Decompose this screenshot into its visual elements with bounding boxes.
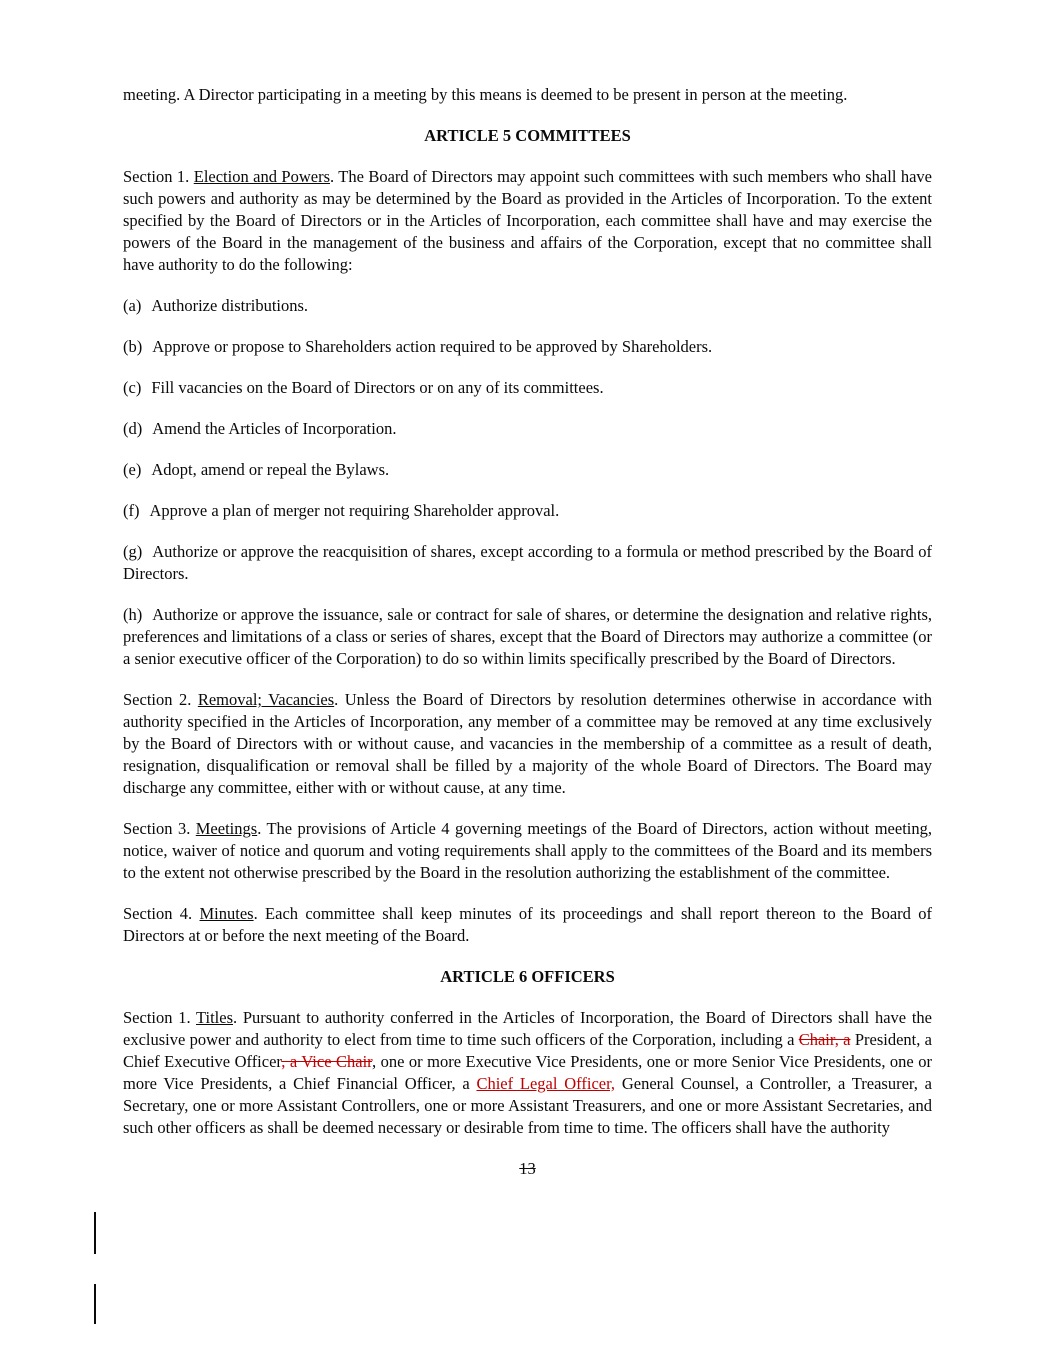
article6-heading: ARTICLE 6 OFFICERS (440, 967, 615, 986)
list-item-f (123, 500, 932, 522)
list-item-text: Authorize or approve the reacquisition of shares, except according to a formula or method prescribed by the Board of Directors. (123, 542, 932, 583)
article5-section2-paragraph (123, 689, 932, 799)
list-item-text: Approve or propose to Shareholders action required to be approved by Shareholders. (152, 337, 713, 356)
text-run: . The provisions of Article 4 governing meetings of the Board of Directors, action without meeting, notice, waiver of notice and quorum and voting requirements shall apply to the committees of the Board and its members to the extent not otherwise prescribed by the Board in the resolution authorizing the establishment of the committee. (123, 819, 932, 882)
text-run: . Pursuant to authority conferred in the Articles of Incorporation, the Board of Directors shall have the exclusive power and authority to elect from time to time such officers of the Corporation, including a (123, 1008, 932, 1049)
list-item-d (123, 418, 932, 440)
inserted-text: Chief Legal Officer, (476, 1074, 616, 1093)
underlined-text: Titles (196, 1008, 233, 1027)
article5-section3-paragraph (123, 818, 932, 884)
article5-section4-paragraph (123, 903, 932, 947)
list-item-text: Fill vacancies on the Board of Directors or on any of its committees. (151, 378, 604, 397)
list-item-label: (g) (123, 542, 143, 561)
list-item-label: (a) (123, 296, 142, 315)
text-run: General Counsel, a Controller, a Treasurer, a Secretary, one or more Assistant Controllers, one or more Assistant Treasurers, and one or more Assistant Secretaries, and such other officers as shall be deemed necessary or desirable from time to time. The officers shall have the authority (123, 1074, 932, 1137)
text-run: Section 4. (123, 904, 200, 923)
deleted-text: Chair, a (798, 1030, 851, 1049)
deleted-text: , a Vice Chair (281, 1052, 372, 1071)
text-run: President, a Chief Executive Officer (123, 1030, 933, 1071)
page-number-text: 13 (519, 1159, 536, 1178)
list-item-label: (e) (123, 460, 142, 479)
underlined-text: Minutes (199, 904, 254, 923)
text-run: Section 3. (123, 819, 196, 838)
list-item-label: (c) (123, 378, 142, 397)
article6-section1-paragraph (123, 1007, 932, 1139)
list-item-text: Authorize distributions. (151, 296, 309, 315)
text-run: Section 1. (123, 167, 194, 186)
list-item-label: (f) (123, 501, 140, 520)
list-item-text: Amend the Articles of Incorporation. (152, 419, 397, 438)
list-item-label: (h) (123, 605, 143, 624)
underlined-text: Meetings (195, 819, 258, 838)
text-run: , one or more Executive Vice Presidents, one or more Senior Vice Presidents, one or more Vice Presidents, a Chief Financial Officer, a (123, 1052, 932, 1093)
revision-bar (94, 1284, 96, 1324)
text-run: . Unless the Board of Directors by resolution determines otherwise in accordance with authority specified in the Articles of Incorporation, any member of a committee may be removed at any time exclusively by the Board of Directors with or without cause, and vacancies in the membership of a committee as a result of death, resignation, disqualification or removal shall be filled by a majority of the whole Board of Directors. The Board may discharge any committee, either with or without cause, at any time. (123, 690, 932, 797)
revision-bar (94, 1212, 96, 1254)
article5-section1-paragraph (123, 166, 932, 276)
underlined-text: Removal; Vacancies (197, 690, 335, 709)
list-item-text: Authorize or approve the issuance, sale or contract for sale of shares, or determine the designation and relative rights, preferences and limitations of a class or series of shares, except that the Board of Directors may authorize a committee (or a senior executive officer of the Corporation) to do so within limits specifically prescribed by the Board of Directors. (123, 605, 932, 668)
text-run: Section 2. (123, 690, 198, 709)
list-item-h (123, 604, 932, 670)
list-item-label: (b) (123, 337, 143, 356)
list-item-a (123, 295, 932, 317)
list-item-c (123, 377, 932, 399)
text-run: . Each committee shall keep minutes of its proceedings and shall report thereon to the Board of Directors at or before the next meeting of the Board. (123, 904, 932, 945)
list-item-label: (d) (123, 419, 143, 438)
list-item-e (123, 459, 932, 481)
underlined-text: Election and Powers (193, 167, 330, 186)
list-item-b (123, 336, 932, 358)
text-run: Section 1. (123, 1008, 196, 1027)
article5-heading: ARTICLE 5 COMMITTEES (424, 126, 631, 145)
list-item-text: Approve a plan of merger not requiring Shareholder approval. (149, 501, 560, 520)
text-run: . The Board of Directors may appoint such committees with such members who shall have such powers and authority as may be determined by the Board as provided in the Articles of Incorporation. To the extent specified by the Board of Directors or in the Articles of Incorporation, each committee shall have and may exercise the powers of the Board in the management of the business and affairs of the Corporation, except that no committee shall have authority to do the following: (123, 167, 932, 274)
intro-paragraph: meeting. A Director participating in a meeting by this means is deemed to be present in person at the meeting. (123, 85, 848, 104)
page-number (123, 1158, 932, 1180)
list-item-g (123, 541, 932, 585)
list-item-text: Adopt, amend or repeal the Bylaws. (151, 460, 390, 479)
